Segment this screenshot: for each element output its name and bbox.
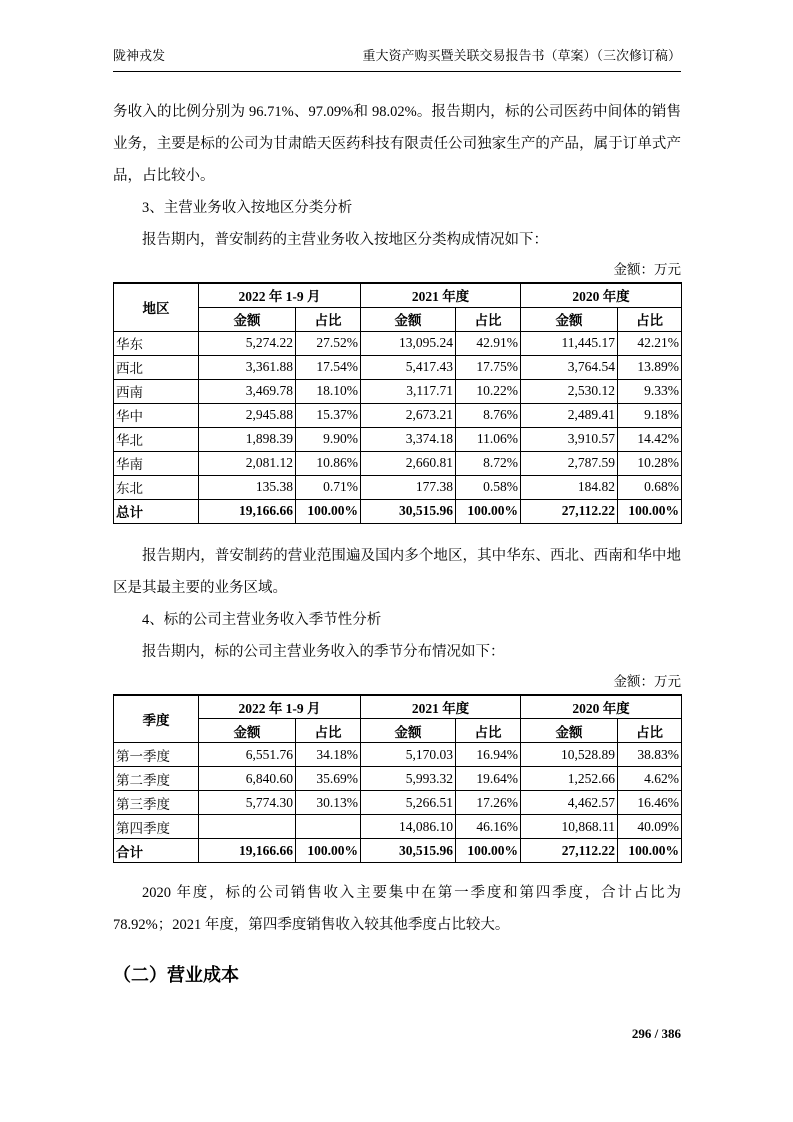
table-row [114, 815, 682, 839]
amount-cell: 6,551.76 [199, 743, 296, 767]
amount-cell: 5,774.30 [199, 791, 296, 815]
table-row [114, 331, 682, 355]
amount-cell: 2,081.12 [199, 451, 296, 475]
amount-cell: 6,840.60 [199, 767, 296, 791]
ratio-cell: 100.00% [296, 839, 361, 863]
amount-cell: 184.82 [521, 475, 618, 499]
amount-cell: 5,993.32 [361, 767, 456, 791]
amount-cell: 3,910.57 [521, 427, 618, 451]
amount-cell: 2,673.21 [361, 403, 456, 427]
column-header-region: 地区 [114, 283, 199, 331]
section-heading-region-analysis: 3、主营业务收入按地区分类分析 [142, 200, 353, 216]
ratio-cell: 46.16% [456, 815, 521, 839]
page-header [113, 45, 681, 72]
ratio-cell: 10.28% [618, 451, 682, 475]
paragraph-intro: 务收入的比例分别为 96.71%、97.09%和 98.02%。报告期内，标的公司医药中间体的销售业务，主要是标的公司为甘肃皓天医药科技有限责任公司独家生产的产品，属于订单式产品，占比较小。 [113, 104, 681, 184]
table-row [114, 499, 682, 523]
ratio-cell: 100.00% [456, 839, 521, 863]
amount-cell: 11,445.17 [521, 331, 618, 355]
ratio-cell: 100.00% [456, 499, 521, 523]
table-row [114, 403, 682, 427]
column-subheader-amount: 金额 [521, 307, 618, 331]
amount-cell: 19,166.66 [199, 499, 296, 523]
ratio-cell: 38.83% [618, 743, 682, 767]
amount-cell: 2,489.41 [521, 403, 618, 427]
amount-cell: 3,117.71 [361, 379, 456, 403]
page-number: 296 / 386 [631, 1026, 681, 1041]
section-heading-season-analysis: 4、标的公司主营业务收入季节性分析 [142, 611, 382, 628]
column-subheader-amount: 金额 [361, 307, 456, 331]
column-subheader-amount: 金额 [199, 719, 296, 743]
amount-cell: 3,361.88 [199, 355, 296, 379]
amount-cell: 14,086.10 [361, 815, 456, 839]
ratio-cell: 18.10% [296, 379, 361, 403]
ratio-cell: 27.52% [296, 331, 361, 355]
ratio-cell: 34.18% [296, 743, 361, 767]
paragraph-region-intro: 报告期内，普安制药的主营业务收入按地区分类构成情况如下： [142, 232, 548, 248]
column-subheader-ratio: 占比 [618, 307, 682, 331]
row-label: 第四季度 [114, 815, 199, 839]
column-subheader-ratio: 占比 [456, 719, 521, 743]
column-subheader-ratio: 占比 [296, 719, 361, 743]
amount-cell: 5,274.22 [199, 331, 296, 355]
page-content [113, 45, 681, 987]
amount-cell: 5,266.51 [361, 791, 456, 815]
ratio-cell: 4.62% [618, 767, 682, 791]
row-label: 华东 [114, 331, 199, 355]
table-row [114, 379, 682, 403]
header-document-title: 重大资产购买暨关联交易报告书（草案）（三次修订稿） [362, 48, 681, 63]
paragraph-season-summary: 2020 年度，标的公司销售收入主要集中在第一季度和第四季度，合计占比为 78.92%；2021 年度，第四季度销售收入较其他季度占比较大。 [113, 885, 681, 933]
amount-cell: 13,095.24 [361, 331, 456, 355]
table-row [114, 451, 682, 475]
row-label: 华南 [114, 451, 199, 475]
ratio-cell: 8.72% [456, 451, 521, 475]
ratio-cell: 0.68% [618, 475, 682, 499]
amount-cell: 27,112.22 [521, 499, 618, 523]
row-label: 合计 [114, 839, 199, 863]
amount-cell: 2,787.59 [521, 451, 618, 475]
ratio-cell: 14.42% [618, 427, 682, 451]
row-label: 第三季度 [114, 791, 199, 815]
column-header-period-2020: 2020 年度 [521, 283, 682, 307]
column-subheader-amount: 金额 [199, 307, 296, 331]
amount-cell: 5,417.43 [361, 355, 456, 379]
row-label: 东北 [114, 475, 199, 499]
amount-cell: 3,764.54 [521, 355, 618, 379]
row-label: 西北 [114, 355, 199, 379]
ratio-cell: 11.06% [456, 427, 521, 451]
unit-label: 金额：万元 [613, 673, 681, 689]
unit-label: 金额：万元 [613, 262, 681, 277]
row-label: 华中 [114, 403, 199, 427]
ratio-cell: 16.46% [618, 791, 682, 815]
table-row [114, 355, 682, 379]
amount-cell: 2,530.12 [521, 379, 618, 403]
table-header-row [114, 283, 682, 307]
ratio-cell: 19.64% [456, 767, 521, 791]
ratio-cell: 17.54% [296, 355, 361, 379]
amount-cell: 135.38 [199, 475, 296, 499]
table-subheader-row [114, 307, 682, 331]
ratio-cell: 42.21% [618, 331, 682, 355]
amount-cell: 30,515.96 [361, 839, 456, 863]
column-subheader-ratio: 占比 [456, 307, 521, 331]
ratio-cell: 15.37% [296, 403, 361, 427]
ratio-cell: 17.75% [456, 355, 521, 379]
ratio-cell: 17.26% [456, 791, 521, 815]
ratio-cell: 42.91% [456, 331, 521, 355]
column-subheader-amount: 金额 [361, 719, 456, 743]
column-header-period-2021: 2021 年度 [361, 695, 521, 719]
paragraph-season-intro: 报告期内，标的公司主营业务收入的季节分布情况如下： [142, 643, 505, 660]
amount-cell: 1,898.39 [199, 427, 296, 451]
ratio-cell: 9.18% [618, 403, 682, 427]
column-header-period-2022: 2022 年 1-9 月 [199, 695, 361, 719]
row-label: 华北 [114, 427, 199, 451]
ratio-cell: 30.13% [296, 791, 361, 815]
amount-cell: 3,469.78 [199, 379, 296, 403]
ratio-cell: 100.00% [618, 839, 682, 863]
table-row [114, 839, 682, 863]
ratio-cell: 35.69% [296, 767, 361, 791]
table-row [114, 427, 682, 451]
document-body [113, 96, 681, 987]
season-revenue-table [113, 694, 682, 864]
table-row [114, 743, 682, 767]
ratio-cell: 100.00% [618, 499, 682, 523]
column-subheader-amount: 金额 [521, 719, 618, 743]
ratio-cell: 9.90% [296, 427, 361, 451]
ratio-cell [296, 815, 361, 839]
amount-cell: 3,374.18 [361, 427, 456, 451]
ratio-cell: 9.33% [618, 379, 682, 403]
amount-cell: 10,868.11 [521, 815, 618, 839]
ratio-cell: 40.09% [618, 815, 682, 839]
column-header-period-2021: 2021 年度 [361, 283, 521, 307]
amount-cell: 30,515.96 [361, 499, 456, 523]
amount-cell [199, 815, 296, 839]
column-header-quarter: 季度 [114, 695, 199, 743]
ratio-cell: 16.94% [456, 743, 521, 767]
table-row [114, 475, 682, 499]
column-header-period-2020: 2020 年度 [521, 695, 682, 719]
ratio-cell: 8.76% [456, 403, 521, 427]
table-header-row [114, 695, 682, 719]
ratio-cell: 10.86% [296, 451, 361, 475]
ratio-cell: 100.00% [296, 499, 361, 523]
ratio-cell: 10.22% [456, 379, 521, 403]
amount-cell: 4,462.57 [521, 791, 618, 815]
column-subheader-ratio: 占比 [618, 719, 682, 743]
column-subheader-ratio: 占比 [296, 307, 361, 331]
amount-cell: 2,660.81 [361, 451, 456, 475]
amount-cell: 2,945.88 [199, 403, 296, 427]
section-heading-operating-cost: （二）营业成本 [113, 965, 239, 985]
paragraph-region-summary: 报告期内，普安制药的营业范围遍及国内多个地区，其中华东、西北、西南和华中地区是其最主要的业务区域。 [113, 547, 681, 596]
amount-cell: 5,170.03 [361, 743, 456, 767]
row-label: 西南 [114, 379, 199, 403]
ratio-cell: 13.89% [618, 355, 682, 379]
table-row [114, 767, 682, 791]
ratio-cell: 0.58% [456, 475, 521, 499]
ratio-cell: 0.71% [296, 475, 361, 499]
column-header-period-2022: 2022 年 1-9 月 [199, 283, 361, 307]
region-revenue-table [113, 282, 682, 524]
row-label: 总计 [114, 499, 199, 523]
amount-cell: 19,166.66 [199, 839, 296, 863]
amount-cell: 27,112.22 [521, 839, 618, 863]
amount-cell: 10,528.89 [521, 743, 618, 767]
table-subheader-row [114, 719, 682, 743]
amount-cell: 177.38 [361, 475, 456, 499]
row-label: 第二季度 [114, 767, 199, 791]
table-row [114, 791, 682, 815]
amount-cell: 1,252.66 [521, 767, 618, 791]
header-company-name: 陇神戎发 [113, 48, 166, 63]
row-label: 第一季度 [114, 743, 199, 767]
